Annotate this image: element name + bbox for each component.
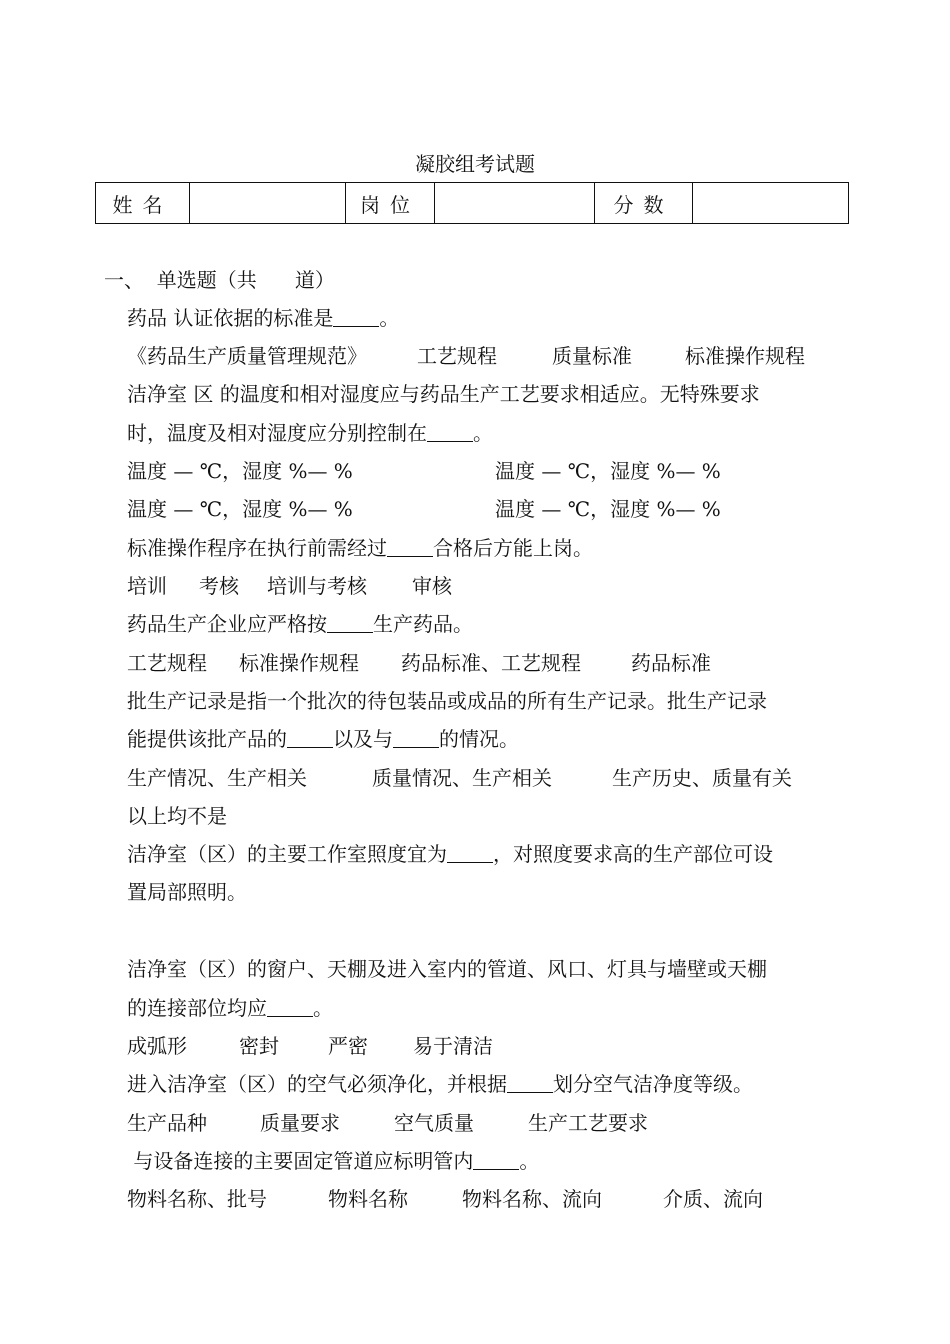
question-5-option-4: 以上均不是 (127, 804, 227, 828)
question-2-options-row-1 (127, 457, 721, 485)
position-label: 岗位 (346, 183, 435, 224)
question-7: 洁净室（区）的窗户、天棚及进入室内的管道、风口、灯具与墙壁或天棚 (127, 957, 767, 981)
option: 质量标准 (552, 344, 632, 368)
question-5-options (127, 764, 792, 792)
option: 《药品生产质量管理规范》 (127, 344, 367, 368)
question-text: 进入洁净室（区）的空气必须净化，并根据 (127, 1072, 507, 1096)
question-text: 的连接部位均应 (127, 996, 267, 1020)
score-field[interactable] (693, 183, 849, 224)
answer-blank[interactable] (267, 994, 313, 1017)
question-5: 批生产记录是指一个批次的待包装品或成品的所有生产记录。批生产记录 (127, 689, 767, 713)
option: 物料名称、流向 (462, 1187, 602, 1211)
question-3 (127, 534, 593, 562)
question-text: 能提供该批产品的 (127, 727, 287, 751)
question-text: 药品生产企业应严格按 (127, 612, 327, 636)
name-field[interactable] (190, 183, 346, 224)
question-text: 划分空气洁净度等级。 (553, 1072, 753, 1096)
question-text: 。 (473, 421, 493, 445)
option: 标准操作规程 (685, 344, 805, 368)
answer-blank[interactable] (333, 304, 379, 327)
question-3-options (127, 572, 452, 600)
option: 温度 — ℃，湿度 %— % (495, 459, 721, 483)
option: 温度 — ℃，湿度 %— % (127, 497, 353, 521)
question-7-options (127, 1032, 493, 1060)
question-text: 标准操作程序在执行前需经过 (127, 536, 387, 560)
option: 成弧形 (127, 1034, 187, 1058)
answer-blank[interactable] (473, 1147, 519, 1170)
question-1 (127, 304, 399, 332)
answer-blank[interactable] (427, 419, 473, 442)
question-text: 。 (519, 1149, 540, 1173)
option: 密封 (239, 1034, 279, 1058)
option: 培训与考核 (267, 574, 367, 598)
name-label: 姓名 (96, 183, 190, 224)
question-9 (127, 1147, 539, 1175)
question-8-options (127, 1109, 648, 1137)
option: 药品标准、工艺规程 (401, 651, 581, 675)
question-text: 生产药品。 (373, 612, 473, 636)
option: 药品标准 (631, 651, 711, 675)
header-info-table (95, 182, 849, 224)
answer-blank[interactable] (507, 1070, 553, 1093)
page-title: 凝胶组考试题 (415, 152, 535, 176)
option: 温度 — ℃，湿度 %— % (495, 497, 721, 521)
question-text: 洁净室（区）的主要工作室照度宜为 (127, 842, 447, 866)
option: 质量要求 (260, 1111, 340, 1135)
question-text: 的情况。 (439, 727, 519, 751)
option: 质量情况、生产相关 (372, 766, 552, 790)
option: 易于清洁 (413, 1034, 493, 1058)
question-text: 。 (313, 996, 333, 1020)
question-4-options (127, 649, 711, 677)
option: 物料名称 (328, 1187, 408, 1211)
option: 工艺规程 (417, 344, 497, 368)
position-field[interactable] (435, 183, 595, 224)
option: 考核 (199, 574, 239, 598)
option: 空气质量 (394, 1111, 474, 1135)
question-text: 以及与 (333, 727, 393, 751)
question-text: 药品 认证依据的标准是 (127, 306, 334, 330)
option: 审核 (412, 574, 452, 598)
question-text: ，对照度要求高的生产部位可设 (493, 842, 773, 866)
option: 生产历史、质量有关 (612, 766, 792, 790)
question-9-options (127, 1185, 763, 1213)
option: 工艺规程 (127, 651, 207, 675)
answer-blank[interactable] (387, 534, 433, 557)
option: 生产工艺要求 (528, 1111, 648, 1135)
question-8 (127, 1070, 753, 1098)
question-2-options-row-2 (127, 495, 721, 523)
question-text: 。 (379, 306, 400, 330)
question-6 (127, 840, 773, 868)
answer-blank[interactable] (447, 840, 493, 863)
question-5-cont (127, 725, 519, 753)
option: 生产品种 (127, 1111, 207, 1135)
score-label: 分数 (595, 183, 693, 224)
option: 生产情况、生产相关 (127, 766, 307, 790)
question-1-options (127, 342, 805, 370)
option: 物料名称、批号 (127, 1187, 267, 1211)
question-text: 与设备连接的主要固定管道应标明管内 (127, 1149, 474, 1173)
answer-blank[interactable] (393, 725, 439, 748)
question-2: 洁净室 区 的温度和相对湿度应与药品生产工艺要求相适应。无特殊要求 (127, 382, 760, 406)
option: 标准操作规程 (239, 651, 359, 675)
answer-blank[interactable] (287, 725, 333, 748)
option: 严密 (328, 1034, 368, 1058)
question-7-cont (127, 994, 333, 1022)
question-6-cont: 置局部照明。 (127, 880, 247, 904)
question-2-cont (127, 419, 493, 447)
section-heading: 一、 单选题（共 道） (104, 268, 335, 292)
option: 介质、流向 (663, 1187, 763, 1211)
question-4 (127, 610, 473, 638)
question-text: 合格后方能上岗。 (433, 536, 593, 560)
question-text: 时，温度及相对湿度应分别控制在 (127, 421, 427, 445)
option: 温度 — ℃，湿度 %— % (127, 459, 353, 483)
answer-blank[interactable] (327, 610, 373, 633)
option: 培训 (127, 574, 167, 598)
